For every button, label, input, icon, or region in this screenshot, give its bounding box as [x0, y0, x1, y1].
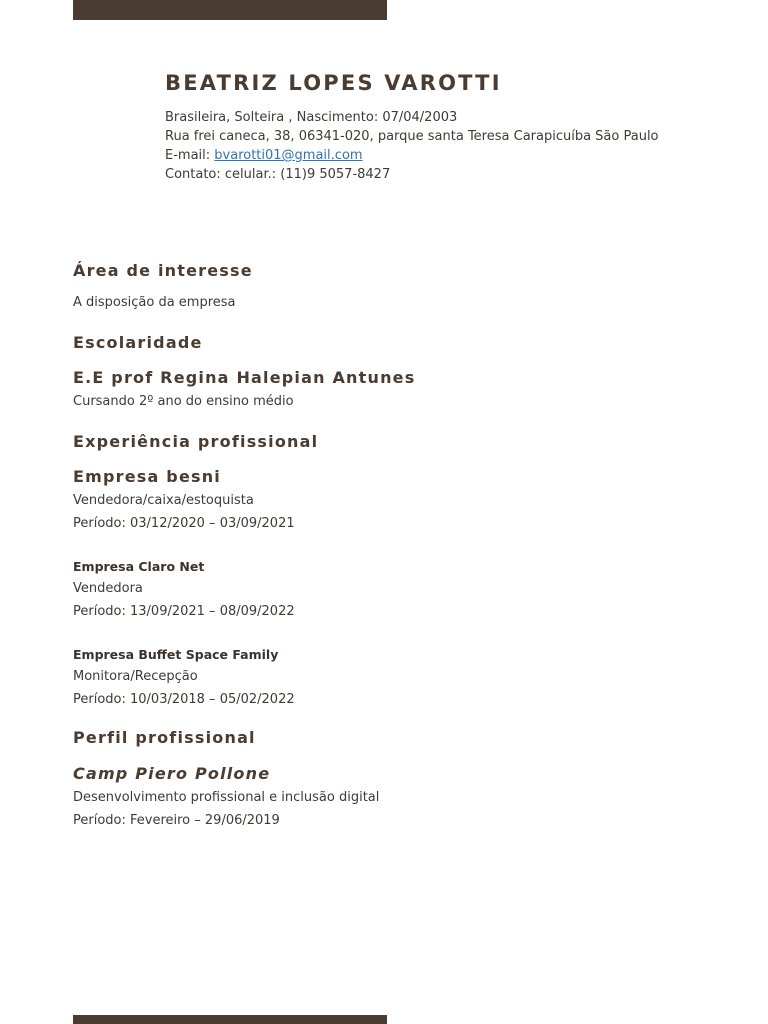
job-company: Empresa Claro Net	[73, 559, 205, 574]
email-line	[165, 146, 755, 165]
education-section	[73, 330, 693, 413]
job-role: Monitora/Recepção	[73, 669, 198, 684]
job-role: Vendedora	[73, 581, 143, 596]
experience-section	[73, 429, 693, 711]
job-period: Período: 13/09/2021 – 08/09/2022	[73, 604, 295, 619]
address-line: Rua frei caneca, 38, 06341-020, parque santa Teresa Carapicuíba São Paulo	[165, 129, 659, 144]
section-title-profile: Perfil profissional	[73, 728, 256, 747]
job-company: Empresa besni	[73, 467, 221, 486]
section-title-experience: Experiência profissional	[73, 432, 319, 451]
program-name: Camp Piero Pollone	[73, 764, 271, 783]
bottom-accent-bar	[73, 1015, 387, 1024]
job-period: Período: 03/12/2020 – 03/09/2021	[73, 516, 295, 531]
job-entry	[73, 645, 693, 711]
profile-section	[73, 725, 693, 832]
interest-text: A disposição da empresa	[73, 295, 236, 310]
job-entry	[73, 557, 693, 623]
email-label: E-mail:	[165, 148, 215, 163]
contact-line: Contato: celular.: (11)9 5057-8427	[165, 167, 391, 182]
job-role: Vendedora/caixa/estoquista	[73, 493, 254, 508]
email-link[interactable]: bvarotti01@gmail.com	[214, 148, 363, 163]
interest-section	[73, 258, 693, 314]
program-period: Período: Fevereiro – 29/06/2019	[73, 813, 280, 828]
job-period: Período: 10/03/2018 – 05/02/2022	[73, 692, 295, 707]
resume-body	[73, 258, 693, 832]
section-title-interest: Área de interesse	[73, 261, 253, 280]
job-company: Empresa Buffet Space Family	[73, 647, 279, 662]
education-detail: Cursando 2º ano do ensino médio	[73, 394, 294, 409]
nationality-line: Brasileira, Solteira , Nascimento: 07/04/2003	[165, 110, 458, 125]
candidate-name: BEATRIZ LOPES VAROTTI	[165, 71, 502, 95]
program-detail: Desenvolvimento profissional e inclusão digital	[73, 790, 380, 805]
top-accent-bar	[73, 0, 387, 20]
resume-header	[165, 68, 755, 184]
school-name: E.E prof Regina Halepian Antunes	[73, 368, 416, 387]
job-entry	[73, 465, 693, 535]
section-title-education: Escolaridade	[73, 333, 203, 352]
personal-info	[165, 108, 755, 184]
